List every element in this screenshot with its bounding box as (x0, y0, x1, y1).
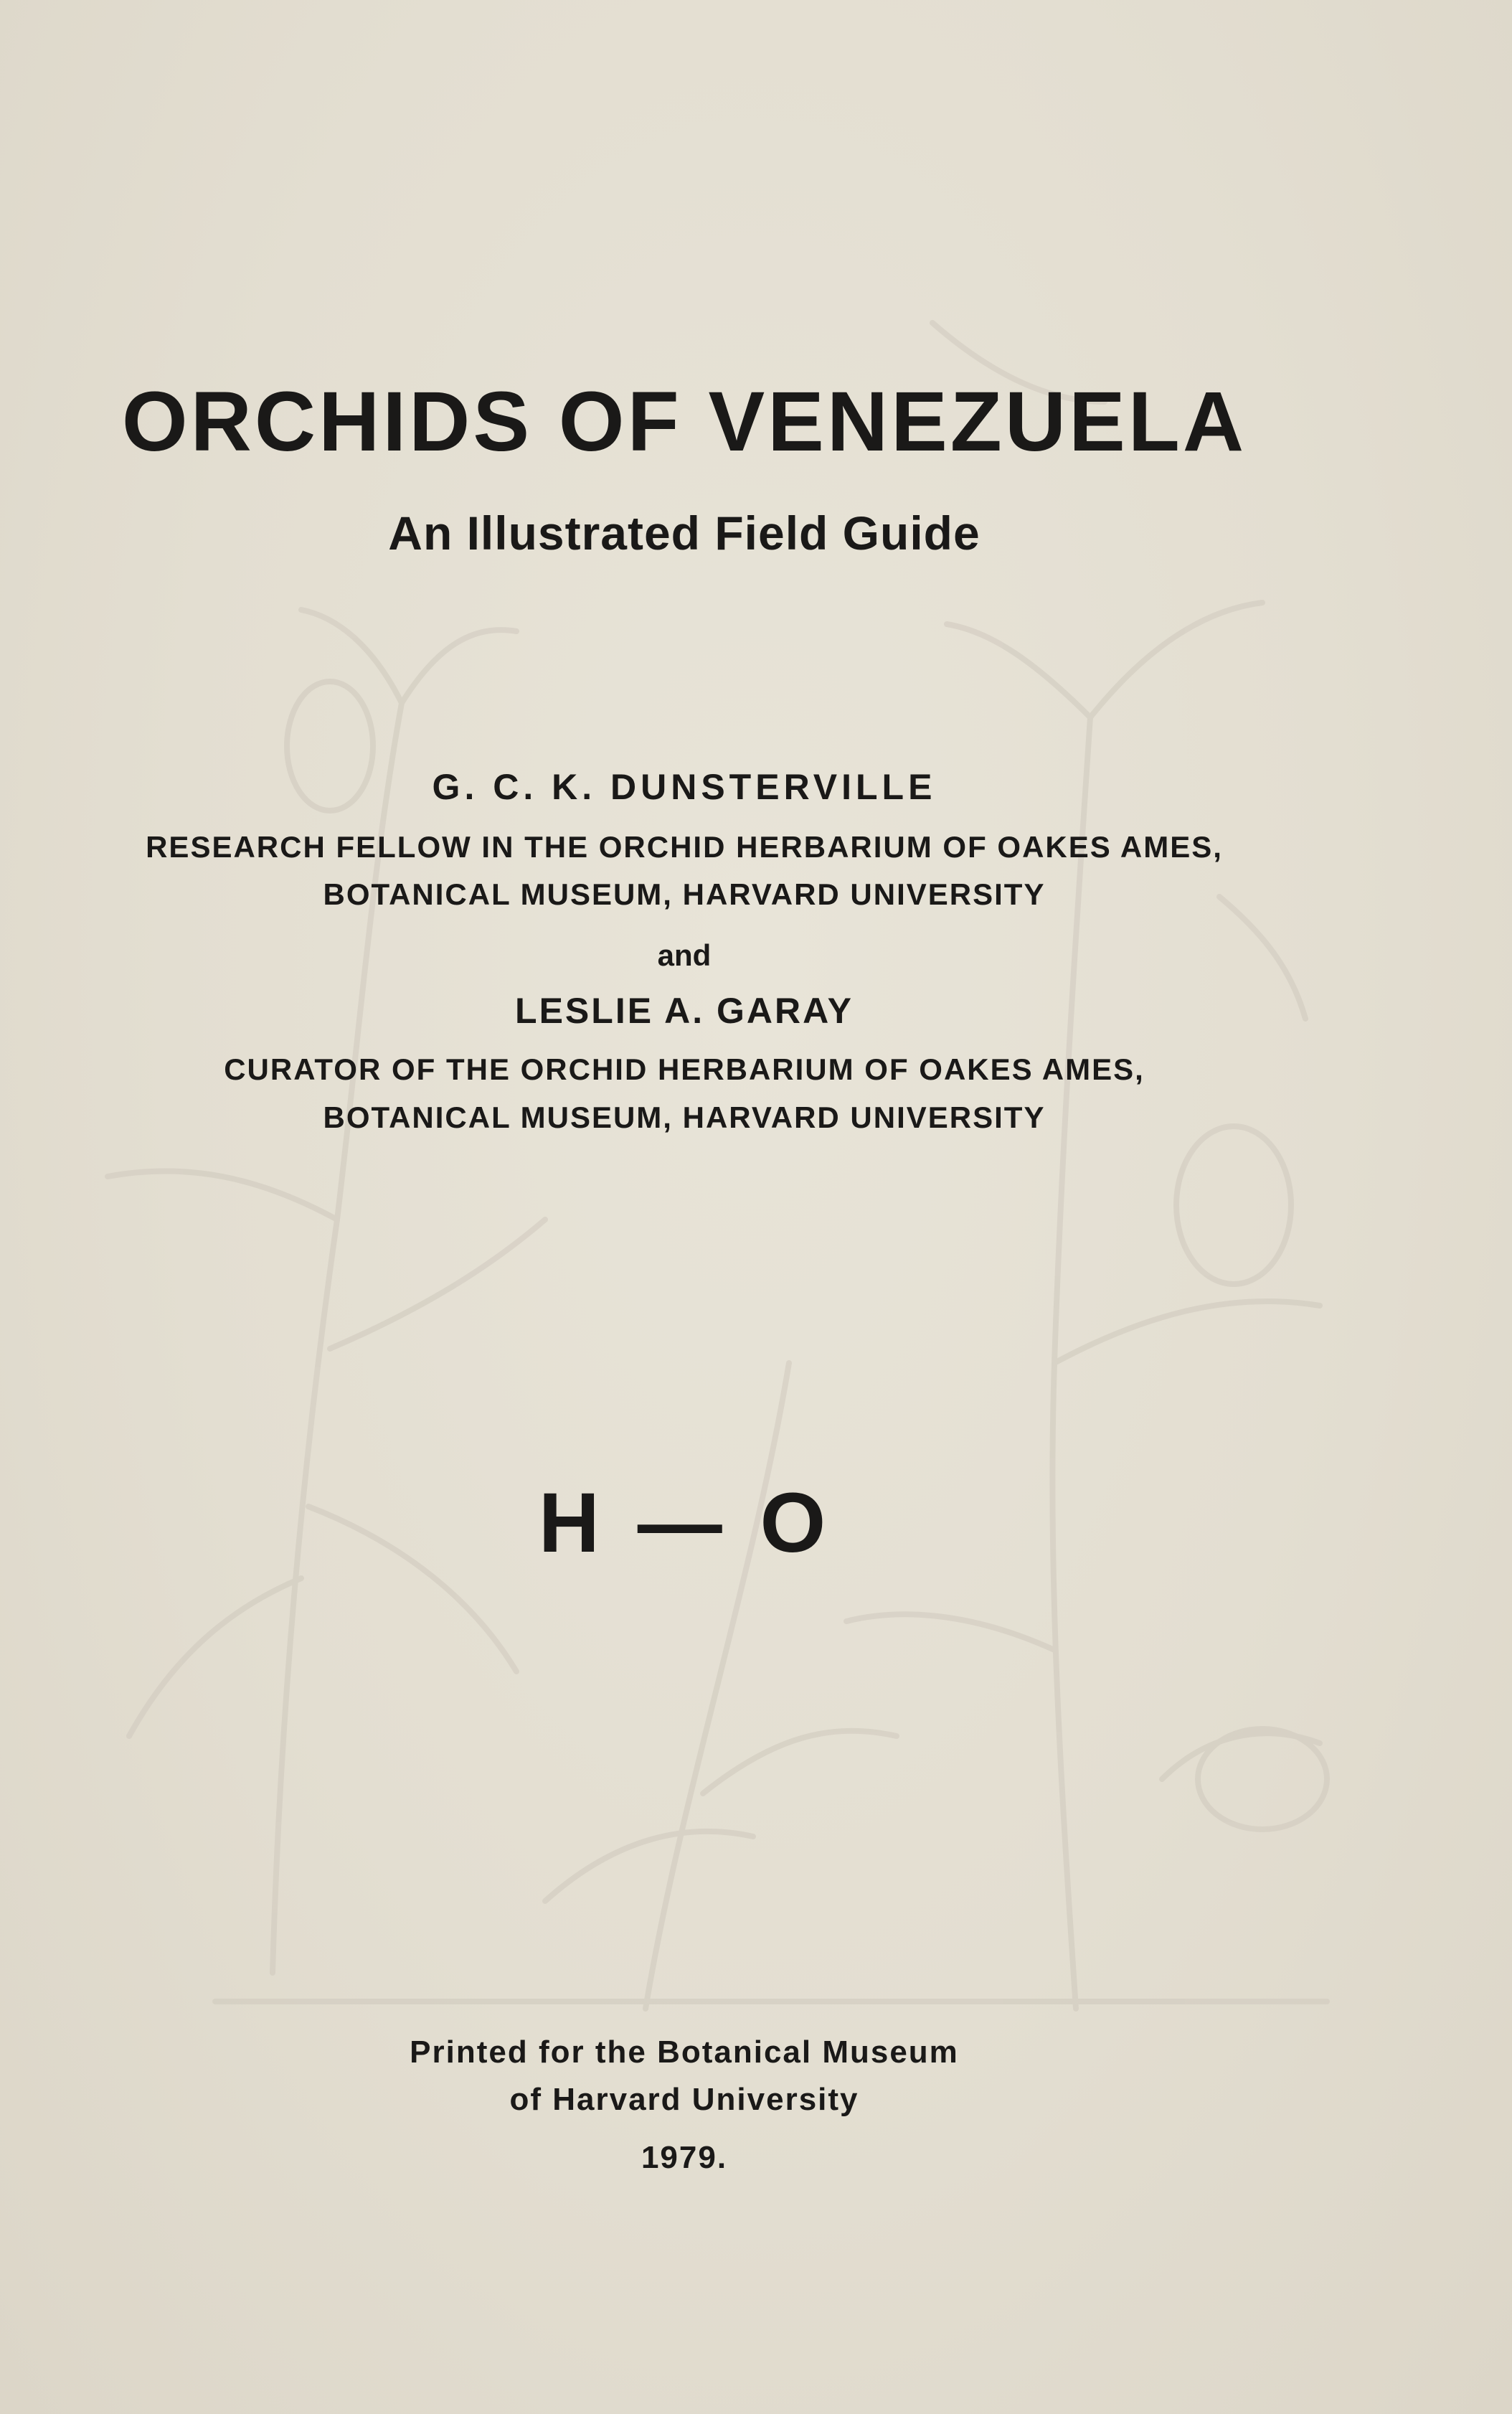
author-affiliation-1-line-1: RESEARCH FELLOW IN THE ORCHID HERBARIUM OF OAKES AMES, (146, 830, 1223, 864)
imprint-year: 1979. (641, 2140, 728, 2175)
book-subtitle: An Illustrated Field Guide (388, 506, 981, 560)
author-name-2: LESLIE A. GARAY (515, 991, 854, 1031)
imprint-line-2: of Harvard University (509, 2082, 859, 2117)
book-title: ORCHIDS OF VENEZUELA (121, 374, 1247, 469)
author-affiliation-2-line-2: BOTANICAL MUSEUM, HARVARD UNIVERSITY (323, 1100, 1046, 1134)
author-name-1: G. C. K. DUNSTERVILLE (432, 767, 937, 807)
volume-range: H — O (538, 1476, 833, 1570)
author-conjunction: and (657, 938, 712, 972)
author-affiliation-2-line-1: CURATOR OF THE ORCHID HERBARIUM OF OAKES AMES, (224, 1052, 1145, 1086)
imprint-line-1: Printed for the Botanical Museum (410, 2035, 959, 2070)
author-affiliation-1-line-2: BOTANICAL MUSEUM, HARVARD UNIVERSITY (323, 877, 1046, 911)
